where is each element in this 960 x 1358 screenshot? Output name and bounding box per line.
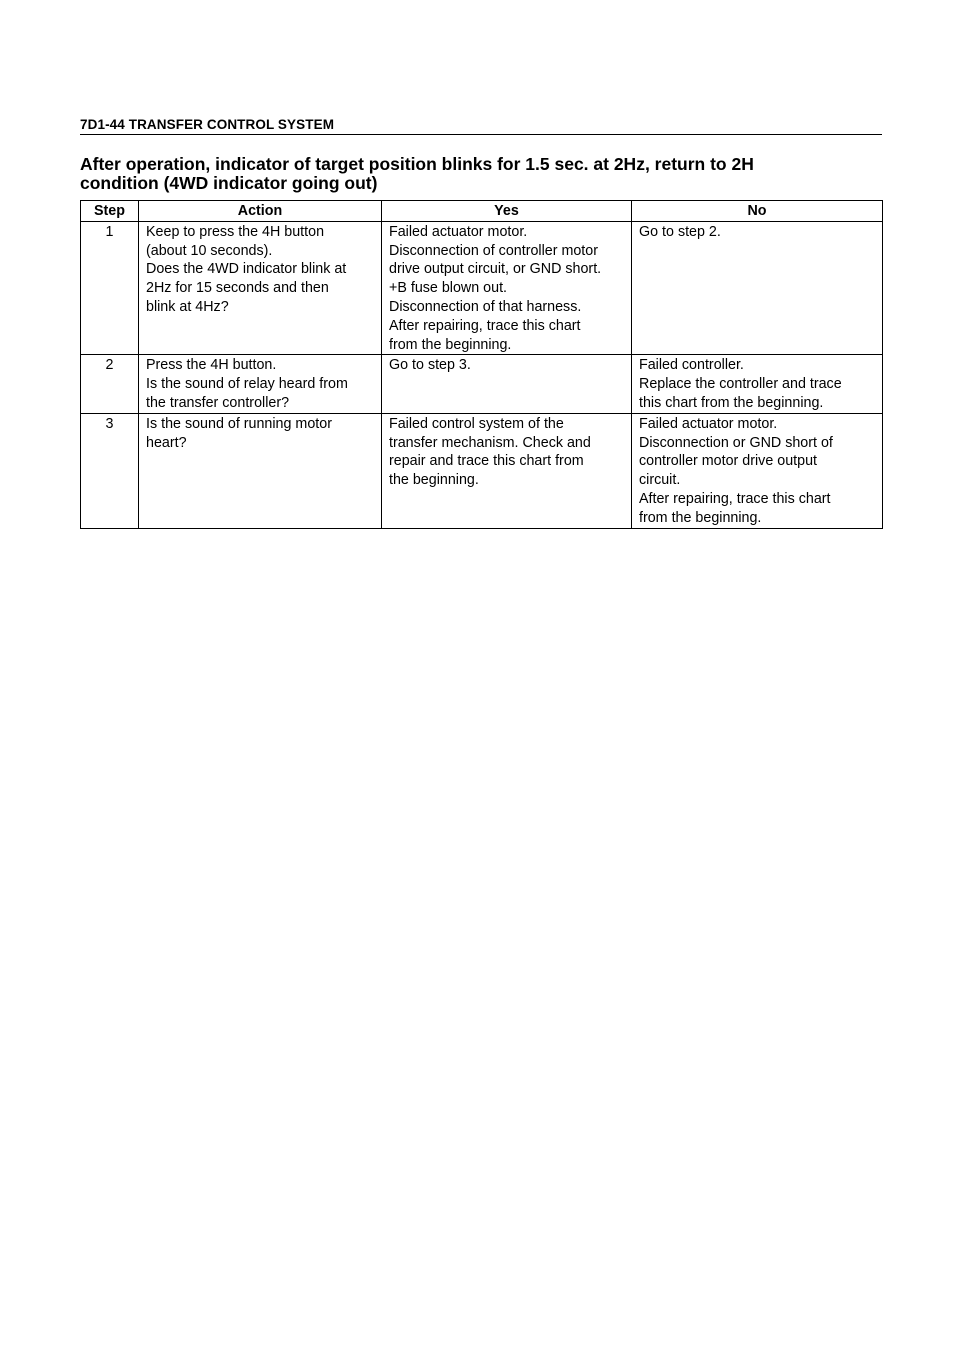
cell-line: heart? (146, 434, 187, 451)
cell-line: Disconnection of controller motor (389, 242, 598, 259)
action-cell (139, 221, 382, 355)
column-header-action: Action (139, 201, 382, 222)
cell-line: After repairing, trace this chart (639, 490, 831, 507)
no-cell (632, 221, 883, 355)
cell-line: Keep to press the 4H button (146, 223, 325, 240)
no-cell (632, 413, 883, 528)
page-header: 7D1-44 TRANSFER CONTROL SYSTEM (80, 117, 335, 132)
column-header-step: Step (81, 201, 139, 222)
cell-line: After repairing, trace this chart (389, 317, 581, 334)
cell-line: (about 10 seconds). (146, 242, 273, 259)
section-title-line-1: After operation, indicator of target position blinks for 1.5 sec. at 2Hz, return to 2H (80, 154, 754, 174)
cell-line: Does the 4WD indicator blink at (146, 261, 347, 278)
cell-line: Go to step 3. (389, 357, 471, 374)
section-title (80, 155, 882, 193)
cell-line: Is the sound of relay heard from (146, 376, 348, 393)
yes-cell (382, 221, 632, 355)
cell-line: circuit. (639, 472, 681, 489)
cell-line: Failed controller. (639, 357, 744, 374)
diagnosis-table (80, 200, 883, 529)
yes-cell (382, 355, 632, 413)
cell-line: Failed actuator motor. (639, 415, 778, 432)
column-header-no: No (632, 201, 883, 222)
table-header-row (81, 201, 883, 222)
cell-line: repair and trace this chart from (389, 453, 584, 470)
cell-line: drive output circuit, or GND short. (389, 261, 602, 278)
section-title-line-2: condition (4WD indicator going out) (80, 173, 378, 193)
step-number: 1 (81, 221, 139, 355)
step-number: 2 (81, 355, 139, 413)
table-row (81, 413, 883, 528)
cell-line: Disconnection of that harness. (389, 298, 582, 315)
cell-line: Failed actuator motor. (389, 223, 528, 240)
table-row (81, 221, 883, 355)
cell-line: Is the sound of running motor (146, 415, 332, 432)
cell-line: +B fuse blown out. (389, 280, 508, 297)
cell-line: Press the 4H button. (146, 357, 277, 374)
cell-line: this chart from the beginning. (639, 394, 824, 411)
cell-line: transfer mechanism. Check and (389, 434, 591, 451)
cell-line: from the beginning. (639, 509, 762, 526)
column-header-yes: Yes (382, 201, 632, 222)
header-divider (80, 134, 882, 135)
action-cell (139, 355, 382, 413)
cell-line: Disconnection or GND short of (639, 434, 833, 451)
cell-line: Replace the controller and trace (639, 376, 842, 393)
table-row (81, 355, 883, 413)
step-number: 3 (81, 413, 139, 528)
cell-line: from the beginning. (389, 336, 512, 353)
cell-line: controller motor drive output (639, 453, 817, 470)
cell-line: Go to step 2. (639, 223, 721, 240)
cell-line: Failed control system of the (389, 415, 564, 432)
cell-line: blink at 4Hz? (146, 298, 229, 315)
cell-line: 2Hz for 15 seconds and then (146, 280, 329, 297)
no-cell (632, 355, 883, 413)
yes-cell (382, 413, 632, 528)
action-cell (139, 413, 382, 528)
cell-line: the beginning. (389, 472, 479, 489)
cell-line: the transfer controller? (146, 394, 290, 411)
